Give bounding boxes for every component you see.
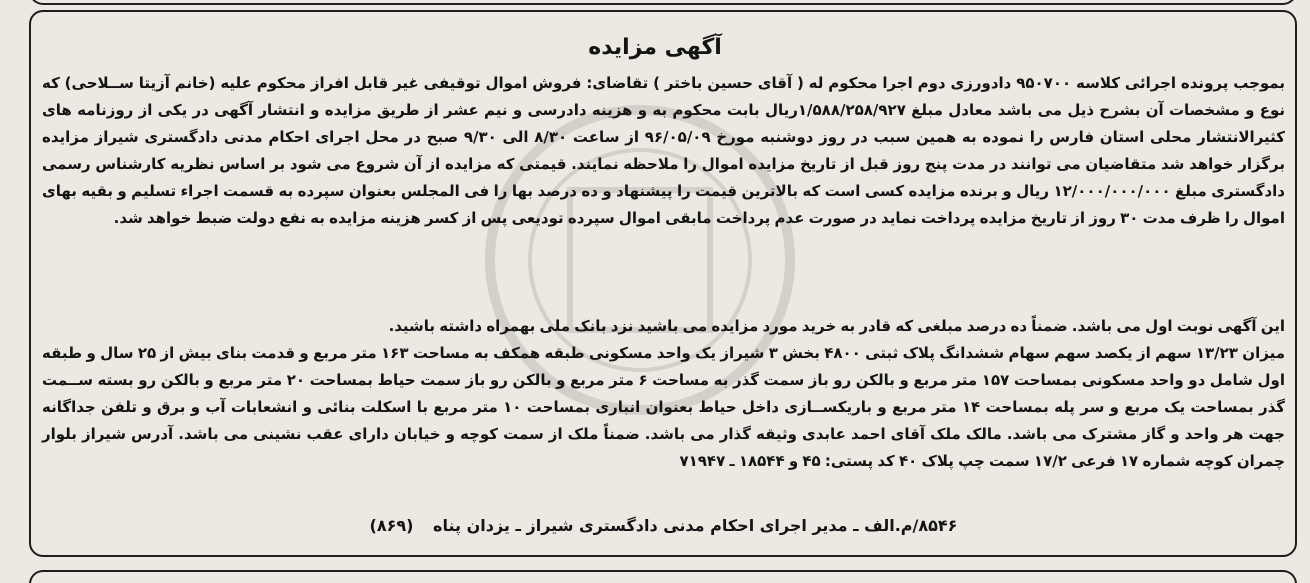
notice-signature-line (42, 513, 1285, 539)
notice-paragraph-2: این آگهی نوبت اول می باشد. ضمناً ده درصد مبلغی که قادر به خرید مورد مزایده می باشید نزد بانک ملی بهمراه داشته باشید. (388, 317, 1285, 335)
previous-ad-frame (29, 0, 1297, 5)
next-ad-frame (29, 570, 1297, 583)
notice-title: آگهی مزایده (588, 35, 722, 60)
notice-paragraph-3: میزان ۱۳/۲۳ سهم از یکصد سهم سهام ششدانگ پلاک ثبتی ۴۸۰۰ بخش ۳ شیراز یک واحد مسکونی طبقه همکف به مساحت ۱۶۳ متر مربع و قدمت بنای بیش از ۲۵ سال و طبقه اول شامل دو واحد مسکونی بمساحت ۱۵۷ متر مربع و بالکن رو باز سمت گذر به مساحت ۶ متر مربع و بالکن رو باز سمت حیاط بمساحت ۲۰ متر مربع و بالکن رو بسته ســمت گذر بمساحت یک مربع و سر پله بمساحت ۱۴ متر مربع و باریکســازی داخل حیاط بعنوان انباری بمساحت ۱۰ متر مربع با اسکلت بنائی و انشعابات آب و برق و تلفن جداگانه جهت هر واحد و گاز مشترک می باشد. مالک ملک آقای احمد عابدی وثیقه گذار می باشد. ضمناً ملک از سمت کوچه و خیابان دارای عقب نشینی می باشد. آدرس شیراز بلوار چمران کوچه شماره ۱۷ فرعی ۱۷/۲ سمت چپ پلاک ۴۰ کد پستی: ۴۵ و ۱۸۵۴۴ ـ ۷۱۹۴۷ (42, 344, 1285, 470)
notice-paragraph-1: بموجب پرونده اجرائی کلاسه ۹۵۰۷۰۰ دادورزی دوم اجرا محکوم له ( آقای حسین باختر ) تقاضای: فروش اموال توقیفی غیر قابل افراز محکوم علیه (خانم آزیتا ســلاحی) که نوع و مشخصات آن بشرح ذیل می باشد معادل مبلغ ۱/۵۸۸/۲۵۸/۹۲۷ریال بابت محکوم به و هزینه دادرسی و نیم عشر از طریق مزایده و انتشار آگهی در یکی از روزنامه های کثیرالانتشار محلی استان فارس را نموده به همین سبب در روز دوشنبه مورخ ۹۶/۰۵/۰۹ از ساعت ۸/۳۰ الی ۹/۳۰ صبح در محل اجرای احکام مدنی دادگستری شیراز مزایده برگزار خواهد شد متقاضیان می توانند در مدت پنج روز قبل از تاریخ مزایده اموال را ملاحظه نمایند. قیمتی که مزایده از آن شروع می شود بر اساس نظریه کارشناس رسمی دادگستری مبلغ ۱۲/۰۰۰/۰۰۰/۰۰۰ ریال و برنده مزایده کسی است که بالاترین قیمت را پیشنهاد و ده درصد بها را فی المجلس بعنوان سپرده به قسمت اجراء تسلیم و بقیه بهای اموال را ظرف مدت ۳۰ روز از تاریخ مزایده پرداخت نماید در صورت عدم پرداخت مابقی اموال سپرده تودیعی پس از کسر هزینه مزایده به نفع دولت ضبط خواهد شد. (42, 74, 1286, 227)
notice-code: (۸۶۹) (369, 516, 414, 535)
notice-signature: ۸۵۴۶/م.الف ـ مدیر اجرای احکام مدنی دادگستری شیراز ـ یزدان پناه (433, 516, 958, 535)
